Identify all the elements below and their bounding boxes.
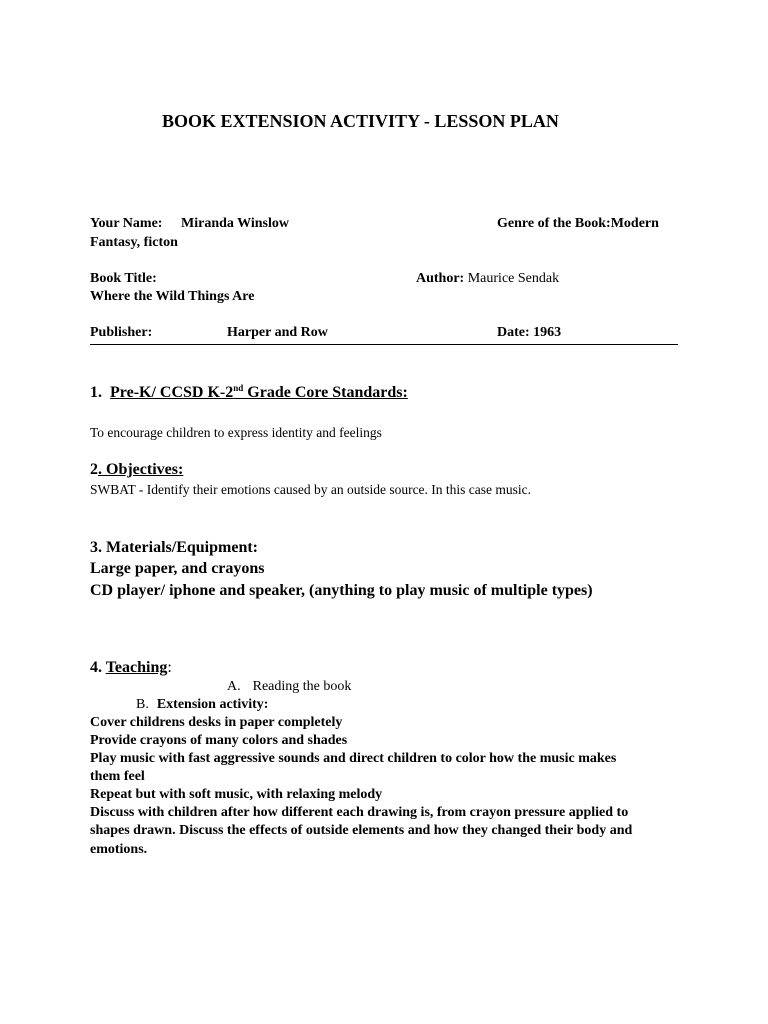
teaching-item-b bbox=[136, 697, 268, 713]
divider-line bbox=[90, 344, 678, 345]
book-title-value: Where the Wild Things Are bbox=[90, 289, 255, 304]
page-title: BOOK EXTENSION ACTIVITY - LESSON PLAN bbox=[162, 111, 559, 131]
section3-line1: Large paper, and crayons bbox=[90, 560, 265, 577]
author-value: Maurice Sendak bbox=[467, 271, 560, 286]
item-b-marker: B. bbox=[136, 697, 149, 712]
section3-heading: 3. Materials/Equipment: bbox=[90, 539, 258, 556]
section1-number: 1. bbox=[90, 384, 102, 401]
section1-body: To encourage children to express identity and feelings bbox=[90, 425, 382, 440]
publisher-value: Harper and Row bbox=[227, 325, 328, 340]
section1-heading bbox=[90, 384, 408, 402]
genre-value-continued: Fantasy, ficton bbox=[90, 235, 178, 250]
name-value: Miranda Winslow bbox=[181, 216, 290, 231]
section4-heading-text: Teaching bbox=[105, 659, 168, 676]
teaching-line: Repeat but with soft music, with relaxing melody bbox=[90, 787, 383, 802]
teaching-line: emotions. bbox=[90, 842, 148, 857]
item-b-text: Extension activity: bbox=[156, 697, 269, 712]
date-label: Date: bbox=[497, 325, 530, 340]
date-line bbox=[497, 325, 561, 341]
genre-line bbox=[497, 216, 659, 232]
teaching-line: Play music with fast aggressive sounds and direct children to color how the music makes bbox=[90, 751, 617, 766]
author-label: Author: bbox=[416, 271, 465, 286]
name-label: Your Name: bbox=[90, 216, 163, 231]
date-value: 1963 bbox=[533, 325, 562, 340]
section2-number: 2 bbox=[90, 461, 98, 478]
book-title-label: Book Title: bbox=[90, 271, 157, 286]
section2-heading-text: . Objectives: bbox=[98, 461, 184, 478]
publisher-label: Publisher: bbox=[90, 325, 153, 340]
section1-heading-text: Pre-K/ CCSD K-2nd Grade Core Standards: bbox=[110, 383, 408, 401]
section4-number: 4. bbox=[90, 659, 106, 676]
teaching-item-a bbox=[227, 679, 351, 695]
section3-line2: CD player/ iphone and speaker, (anything to play music of multiple types) bbox=[90, 582, 593, 599]
teaching-line: Discuss with children after how different each drawing is, from crayon pressure applied to bbox=[90, 805, 629, 820]
author-line bbox=[416, 271, 559, 287]
item-a-marker: A. bbox=[227, 679, 241, 694]
item-a-text: Reading the book bbox=[252, 679, 352, 694]
teaching-line: them feel bbox=[90, 769, 145, 784]
genre-value: Modern bbox=[610, 216, 659, 231]
genre-label: Genre of the Book: bbox=[497, 216, 611, 231]
section4-heading: 4. Teaching: bbox=[90, 659, 172, 676]
teaching-line: Cover childrens desks in paper completely bbox=[90, 715, 343, 730]
section2-heading bbox=[90, 461, 183, 479]
teaching-line: Provide crayons of many colors and shades bbox=[90, 733, 348, 748]
section2-body: SWBAT - Identify their emotions caused by an outside source. In this case music. bbox=[90, 482, 532, 497]
teaching-line: shapes drawn. Discuss the effects of outside elements and how they changed their body and bbox=[90, 823, 633, 838]
